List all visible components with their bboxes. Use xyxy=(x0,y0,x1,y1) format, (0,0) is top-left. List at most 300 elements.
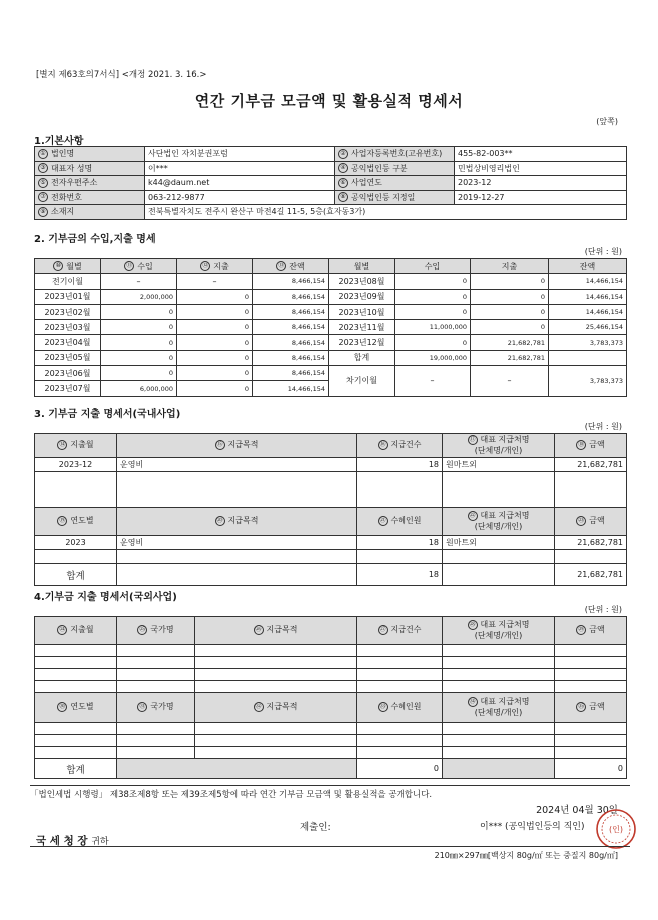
field-number: ⑮ xyxy=(216,441,223,449)
table-cell xyxy=(555,747,627,759)
field-label: 지출월 xyxy=(70,625,94,635)
field-sublabel: (단체명/개인) xyxy=(474,707,523,717)
month-cell: 2023년06월 xyxy=(35,366,101,381)
column-header xyxy=(555,508,627,536)
expense-year: 2023 xyxy=(35,536,117,550)
table-cell xyxy=(35,472,117,508)
field-label: 연도별 xyxy=(70,702,94,712)
expense-cell: 0 xyxy=(471,304,549,319)
field-number: ⑪ xyxy=(126,262,133,270)
table-row xyxy=(35,723,627,735)
income-cell: 11,000,000 xyxy=(395,320,471,335)
month-cell: 전기이월 xyxy=(35,274,101,289)
table-row xyxy=(35,274,627,289)
field-number: ㉞ xyxy=(469,698,476,705)
field-value: k44@daum.net xyxy=(145,176,335,191)
total-label: 합계 xyxy=(35,759,117,779)
column-header xyxy=(443,508,555,536)
domestic-unit-label: (단위 : 원) xyxy=(584,422,622,431)
field-number: ④ xyxy=(338,163,348,173)
field-label-cell xyxy=(35,161,145,176)
table-cell xyxy=(357,735,443,747)
field-label: 수혜인원 xyxy=(390,702,422,712)
table-cell xyxy=(195,645,357,657)
disclosure-notice: 「법인세법 시행령」 제38조제8항 또는 제39조제5항에 따라 연간 기부금 모금액 및 활용실적을 공개합니다. xyxy=(30,785,630,800)
income-cell: 19,000,000 xyxy=(395,350,471,365)
field-number: ㉒ xyxy=(469,512,476,519)
field-label: 대표 지급처명 xyxy=(480,620,530,629)
column-header: 월별 xyxy=(329,259,395,274)
balance-cell: 8,466,154 xyxy=(253,350,329,365)
table-cell xyxy=(357,657,443,669)
table-cell xyxy=(555,550,627,564)
income-cell: 0 xyxy=(101,350,177,365)
column-header xyxy=(253,259,329,274)
table-cell xyxy=(195,669,357,681)
field-label: 잔액 xyxy=(289,261,305,271)
table-row xyxy=(35,747,627,759)
table-row xyxy=(35,657,627,669)
column-header xyxy=(195,693,357,723)
column-header: 잔액 xyxy=(549,259,627,274)
field-label: 월별 xyxy=(66,261,82,271)
table-row xyxy=(35,550,627,564)
expense-purpose: 운영비 xyxy=(117,536,357,550)
field-label: 대표 지급처명 xyxy=(480,435,530,444)
overseas-expense-table xyxy=(34,616,627,779)
official-seal-icon xyxy=(595,808,637,850)
field-value: 사단법인 자치분권포럼 xyxy=(145,147,335,162)
field-number: ② xyxy=(338,149,348,159)
table-row xyxy=(35,176,627,191)
income-cell: 0 xyxy=(395,289,471,304)
submission-date: 2024년 04월 30일 xyxy=(536,805,618,816)
field-label: 사업연도 xyxy=(351,178,382,188)
month-cell: 2023년08월 xyxy=(329,274,395,289)
table-cell xyxy=(555,645,627,657)
field-value: 2023-12 xyxy=(455,176,627,191)
total-amount: 0 xyxy=(555,759,627,779)
column-header xyxy=(117,434,357,458)
expense-cell: 21,682,781 xyxy=(471,335,549,350)
field-number: ㉛ xyxy=(139,703,146,711)
field-number: ㉝ xyxy=(379,703,386,711)
income-cell: 0 xyxy=(101,320,177,335)
column-header: 수입 xyxy=(395,259,471,274)
field-label-cell xyxy=(35,205,145,220)
expense-cell: 0 xyxy=(177,304,253,319)
income-cell: 0 xyxy=(101,304,177,319)
balance-cell: 14,466,154 xyxy=(549,289,627,304)
table-cell xyxy=(357,723,443,735)
table-header-row xyxy=(35,693,627,723)
field-sublabel: (단체명/개인) xyxy=(474,521,523,531)
expense-count: 18 xyxy=(357,458,443,472)
column-header xyxy=(35,693,117,723)
expense-cell: 0 xyxy=(471,289,549,304)
table-cell xyxy=(357,747,443,759)
column-header xyxy=(35,259,101,274)
field-number: ㉟ xyxy=(578,703,585,711)
table-row xyxy=(35,366,627,381)
table-cell xyxy=(357,645,443,657)
month-cell: 2023년07월 xyxy=(35,381,101,396)
submitter-name: 이*** (공익법인등의 직인) xyxy=(480,822,585,832)
month-cell: 2023년12월 xyxy=(329,335,395,350)
table-row xyxy=(35,645,627,657)
table-total-row xyxy=(35,759,627,779)
balance-cell: 14,466,154 xyxy=(253,381,329,396)
addressee-suffix: 귀하 xyxy=(91,837,109,847)
table-cell xyxy=(357,550,443,564)
table-cell xyxy=(195,747,357,759)
column-header xyxy=(555,693,627,723)
carryover-label: 차기이월 xyxy=(329,366,395,397)
field-number: ㉖ xyxy=(255,626,262,634)
table-cell xyxy=(443,747,555,759)
submitter-label: 제출인: xyxy=(300,822,331,833)
column-header xyxy=(117,617,195,645)
column-header xyxy=(357,508,443,536)
field-label: 금액 xyxy=(589,516,605,526)
month-cell: 2023년11월 xyxy=(329,320,395,335)
field-number: ⑨ xyxy=(38,207,48,217)
shaded-cell xyxy=(117,759,357,779)
column-header xyxy=(443,434,555,458)
table-cell xyxy=(35,550,117,564)
field-label: 수입 xyxy=(137,261,153,271)
field-label: 지출 xyxy=(213,261,229,271)
footer-divider xyxy=(30,846,630,847)
table-row xyxy=(35,681,627,693)
field-label: 대표자 성명 xyxy=(51,163,93,173)
expense-cell: 0 xyxy=(177,335,253,350)
field-label: 금액 xyxy=(589,702,605,712)
column-header xyxy=(35,617,117,645)
addressee-name: 국 세 청 장 xyxy=(36,835,88,847)
table-cell xyxy=(117,747,195,759)
expense-cell: 0 xyxy=(177,289,253,304)
table-row xyxy=(35,735,627,747)
page-side-note: (앞쪽) xyxy=(596,117,618,126)
field-label: 수혜인원 xyxy=(390,516,422,526)
empty-cell xyxy=(117,564,357,586)
field-number: ⑥ xyxy=(338,178,348,188)
table-row xyxy=(35,190,627,205)
overseas-unit-label: (단위 : 원) xyxy=(584,605,622,614)
beneficiary-count: 18 xyxy=(357,536,443,550)
field-label: 국가명 xyxy=(150,625,174,635)
month-cell: 2023년03월 xyxy=(35,320,101,335)
field-number: ㉕ xyxy=(139,626,146,634)
column-header xyxy=(117,693,195,723)
field-label: 국가명 xyxy=(150,702,174,712)
column-header xyxy=(357,617,443,645)
month-cell: 2023년09월 xyxy=(329,289,395,304)
table-cell xyxy=(443,645,555,657)
column-header xyxy=(177,259,253,274)
income-cell: 0 xyxy=(395,335,471,350)
field-value: 455-82-003** xyxy=(455,147,627,162)
table-row xyxy=(35,147,627,162)
table-cell xyxy=(117,735,195,747)
expense-amount: 21,682,781 xyxy=(555,458,627,472)
balance-cell: 3,783,373 xyxy=(549,335,627,350)
field-number: ㉚ xyxy=(59,703,66,711)
table-cell xyxy=(117,657,195,669)
expense-payee: 원마트외 xyxy=(443,536,555,550)
carryover-income: – xyxy=(395,366,471,397)
table-cell xyxy=(117,669,195,681)
field-number: ㉓ xyxy=(578,517,585,525)
table-cell xyxy=(555,723,627,735)
table-cell xyxy=(357,472,443,508)
balance-cell: 25,466,154 xyxy=(549,320,627,335)
table-row xyxy=(35,161,627,176)
expense-purpose: 운영비 xyxy=(117,458,357,472)
total-label-cell: 합계 xyxy=(329,350,395,365)
column-header xyxy=(101,259,177,274)
balance-cell: 8,466,154 xyxy=(253,289,329,304)
column-header xyxy=(443,617,555,645)
table-header-row xyxy=(35,434,627,458)
expense-cell: 0 xyxy=(177,366,253,381)
field-number: ⑳ xyxy=(216,517,223,525)
table-header-row xyxy=(35,259,627,274)
field-number: ⑫ xyxy=(202,262,209,270)
field-value: 063-212-9877 xyxy=(145,190,335,205)
field-label: 지급목적 xyxy=(266,625,298,635)
field-label: 금액 xyxy=(589,625,605,635)
column-header xyxy=(35,508,117,536)
table-cell xyxy=(443,550,555,564)
table-cell xyxy=(195,681,357,693)
field-value: 민법상비영리법인 xyxy=(455,161,627,176)
expense-cell: 0 xyxy=(177,350,253,365)
table-cell xyxy=(357,681,443,693)
carryover-balance: 3,783,373 xyxy=(549,366,627,397)
balance-cell: 8,466,154 xyxy=(253,366,329,381)
expense-cell: 0 xyxy=(471,320,549,335)
field-label-cell xyxy=(35,147,145,162)
field-label: 전자우편주소 xyxy=(51,178,98,188)
expense-month: 2023-12 xyxy=(35,458,117,472)
month-cell: 2023년10월 xyxy=(329,304,395,319)
table-row xyxy=(35,350,627,365)
section-basic-title: 1.기본사항 xyxy=(34,136,84,147)
field-label-cell xyxy=(335,161,455,176)
table-cell xyxy=(117,645,195,657)
field-label: 공익법인등 구분 xyxy=(351,163,408,173)
field-number: ① xyxy=(38,149,48,159)
table-cell xyxy=(443,669,555,681)
month-cell: 2023년05월 xyxy=(35,350,101,365)
table-cell xyxy=(555,657,627,669)
table-cell xyxy=(117,681,195,693)
field-number: ⑰ xyxy=(469,436,476,443)
section-overseas-title: 4.기부금 지출 명세서(국외사업) xyxy=(34,592,177,603)
field-number: ⑤ xyxy=(38,178,48,188)
field-label-cell xyxy=(335,147,455,162)
table-cell xyxy=(555,472,627,508)
table-cell xyxy=(117,550,357,564)
table-cell xyxy=(443,472,555,508)
table-cell xyxy=(35,645,117,657)
field-label: 지급목적 xyxy=(266,702,298,712)
table-cell xyxy=(443,681,555,693)
table-cell xyxy=(443,735,555,747)
field-number: ㉘ xyxy=(469,621,476,628)
field-label: 지출월 xyxy=(70,440,94,450)
table-cell xyxy=(555,735,627,747)
month-cell: 2023년02월 xyxy=(35,304,101,319)
field-value: 2019-12-27 xyxy=(455,190,627,205)
field-number: ⑦ xyxy=(38,192,48,202)
document-title: 연간 기부금 모금액 및 활용실적 명세서 xyxy=(194,92,464,110)
table-total-row xyxy=(35,564,627,586)
table-cell xyxy=(35,723,117,735)
field-number: ⑬ xyxy=(278,262,285,270)
total-count: 0 xyxy=(357,759,443,779)
column-header xyxy=(357,693,443,723)
seal-text: (인) xyxy=(609,825,623,834)
column-header xyxy=(357,434,443,458)
table-row xyxy=(35,304,627,319)
table-cell xyxy=(443,657,555,669)
table-cell xyxy=(195,723,357,735)
table-row xyxy=(35,289,627,304)
column-header xyxy=(195,617,357,645)
expense-cell: 0 xyxy=(177,320,253,335)
empty-cell xyxy=(443,564,555,586)
income-cell: 0 xyxy=(395,274,471,289)
table-cell xyxy=(35,747,117,759)
field-label-cell xyxy=(335,190,455,205)
field-value: 이*** xyxy=(145,161,335,176)
field-number: ⑧ xyxy=(338,192,348,202)
field-label-cell xyxy=(35,176,145,191)
balance-cell xyxy=(549,350,627,365)
table-cell xyxy=(35,657,117,669)
column-header: 지출 xyxy=(471,259,549,274)
field-number: ⑭ xyxy=(59,441,66,449)
income-cell: 0 xyxy=(395,304,471,319)
column-header xyxy=(443,693,555,723)
income-unit-label: (단위 : 원) xyxy=(584,247,622,256)
column-header xyxy=(555,434,627,458)
table-row xyxy=(35,320,627,335)
balance-cell: 8,466,154 xyxy=(253,335,329,350)
form-number: [별지 제63호의7서식] <개정 2021. 3. 16.> xyxy=(36,70,207,80)
table-row xyxy=(35,536,627,550)
field-label: 전화번호 xyxy=(51,192,82,202)
shaded-cell xyxy=(443,759,555,779)
balance-cell: 14,466,154 xyxy=(549,304,627,319)
basic-info-table xyxy=(34,146,627,220)
column-header xyxy=(35,434,117,458)
section-domestic-title: 3. 기부금 지출 명세서(국내사업) xyxy=(34,409,181,420)
month-cell: 2023년01월 xyxy=(35,289,101,304)
field-label: 지급목적 xyxy=(227,516,259,526)
field-number: ⑱ xyxy=(578,441,585,449)
field-label: 지급건수 xyxy=(390,625,422,635)
expense-amount: 21,682,781 xyxy=(555,536,627,550)
table-cell xyxy=(35,669,117,681)
field-label: 연도별 xyxy=(70,516,94,526)
income-cell: – xyxy=(101,274,177,289)
total-amount: 21,682,781 xyxy=(555,564,627,586)
expense-payee: 원마트외 xyxy=(443,458,555,472)
balance-cell: 8,466,154 xyxy=(253,304,329,319)
table-cell xyxy=(195,657,357,669)
table-cell xyxy=(35,681,117,693)
balance-cell: 14,466,154 xyxy=(549,274,627,289)
income-cell: 0 xyxy=(101,335,177,350)
table-row xyxy=(35,669,627,681)
address-value: 전북특별자치도 전주시 완산구 마전4길 11-5, 5층(효자동3가) xyxy=(145,205,627,220)
carryover-expense: – xyxy=(471,366,549,397)
table-cell xyxy=(357,669,443,681)
field-number: ⑲ xyxy=(59,517,66,525)
field-label: 공익법인등 지정일 xyxy=(351,192,416,202)
income-cell: 6,000,000 xyxy=(101,381,177,396)
field-label-cell xyxy=(35,190,145,205)
table-header-row xyxy=(35,508,627,536)
field-number: ⑯ xyxy=(379,441,386,449)
table-cell xyxy=(35,735,117,747)
field-label: 지급목적 xyxy=(227,440,259,450)
expense-cell: 21,682,781 xyxy=(471,350,549,365)
income-expense-table xyxy=(34,258,627,397)
expense-cell: – xyxy=(177,274,253,289)
total-label: 합계 xyxy=(35,564,117,586)
balance-cell: 8,466,154 xyxy=(253,274,329,289)
field-label: 대표 지급처명 xyxy=(480,697,530,706)
field-number: ㉗ xyxy=(379,626,386,634)
field-label: 지급건수 xyxy=(390,440,422,450)
column-header xyxy=(117,508,357,536)
table-header-row xyxy=(35,617,627,645)
field-label: 금액 xyxy=(589,440,605,450)
expense-cell: 0 xyxy=(177,381,253,396)
expense-cell: 0 xyxy=(471,274,549,289)
column-header xyxy=(555,617,627,645)
table-row xyxy=(35,335,627,350)
field-label: 법인명 xyxy=(51,149,75,159)
field-label: 사업자등록번호(고유번호) xyxy=(351,149,443,159)
table-cell xyxy=(117,723,195,735)
field-sublabel: (단체명/개인) xyxy=(474,445,523,455)
field-label: 대표 지급처명 xyxy=(480,511,530,520)
table-cell xyxy=(195,735,357,747)
field-label-cell xyxy=(335,176,455,191)
field-sublabel: (단체명/개인) xyxy=(474,630,523,640)
domestic-expense-table xyxy=(34,433,627,586)
income-cell: 0 xyxy=(101,366,177,381)
balance-cell: 8,466,154 xyxy=(253,320,329,335)
table-cell xyxy=(555,669,627,681)
income-cell: 2,000,000 xyxy=(101,289,177,304)
section-income-title: 2. 기부금의 수입,지출 명세 xyxy=(34,234,156,245)
field-number: ③ xyxy=(38,163,48,173)
table-cell xyxy=(555,681,627,693)
total-count: 18 xyxy=(357,564,443,586)
field-number: ⑩ xyxy=(53,261,63,271)
field-label: 소재지 xyxy=(51,207,75,217)
table-row xyxy=(35,472,627,508)
field-number: ㉜ xyxy=(255,703,262,711)
table-cell xyxy=(443,723,555,735)
